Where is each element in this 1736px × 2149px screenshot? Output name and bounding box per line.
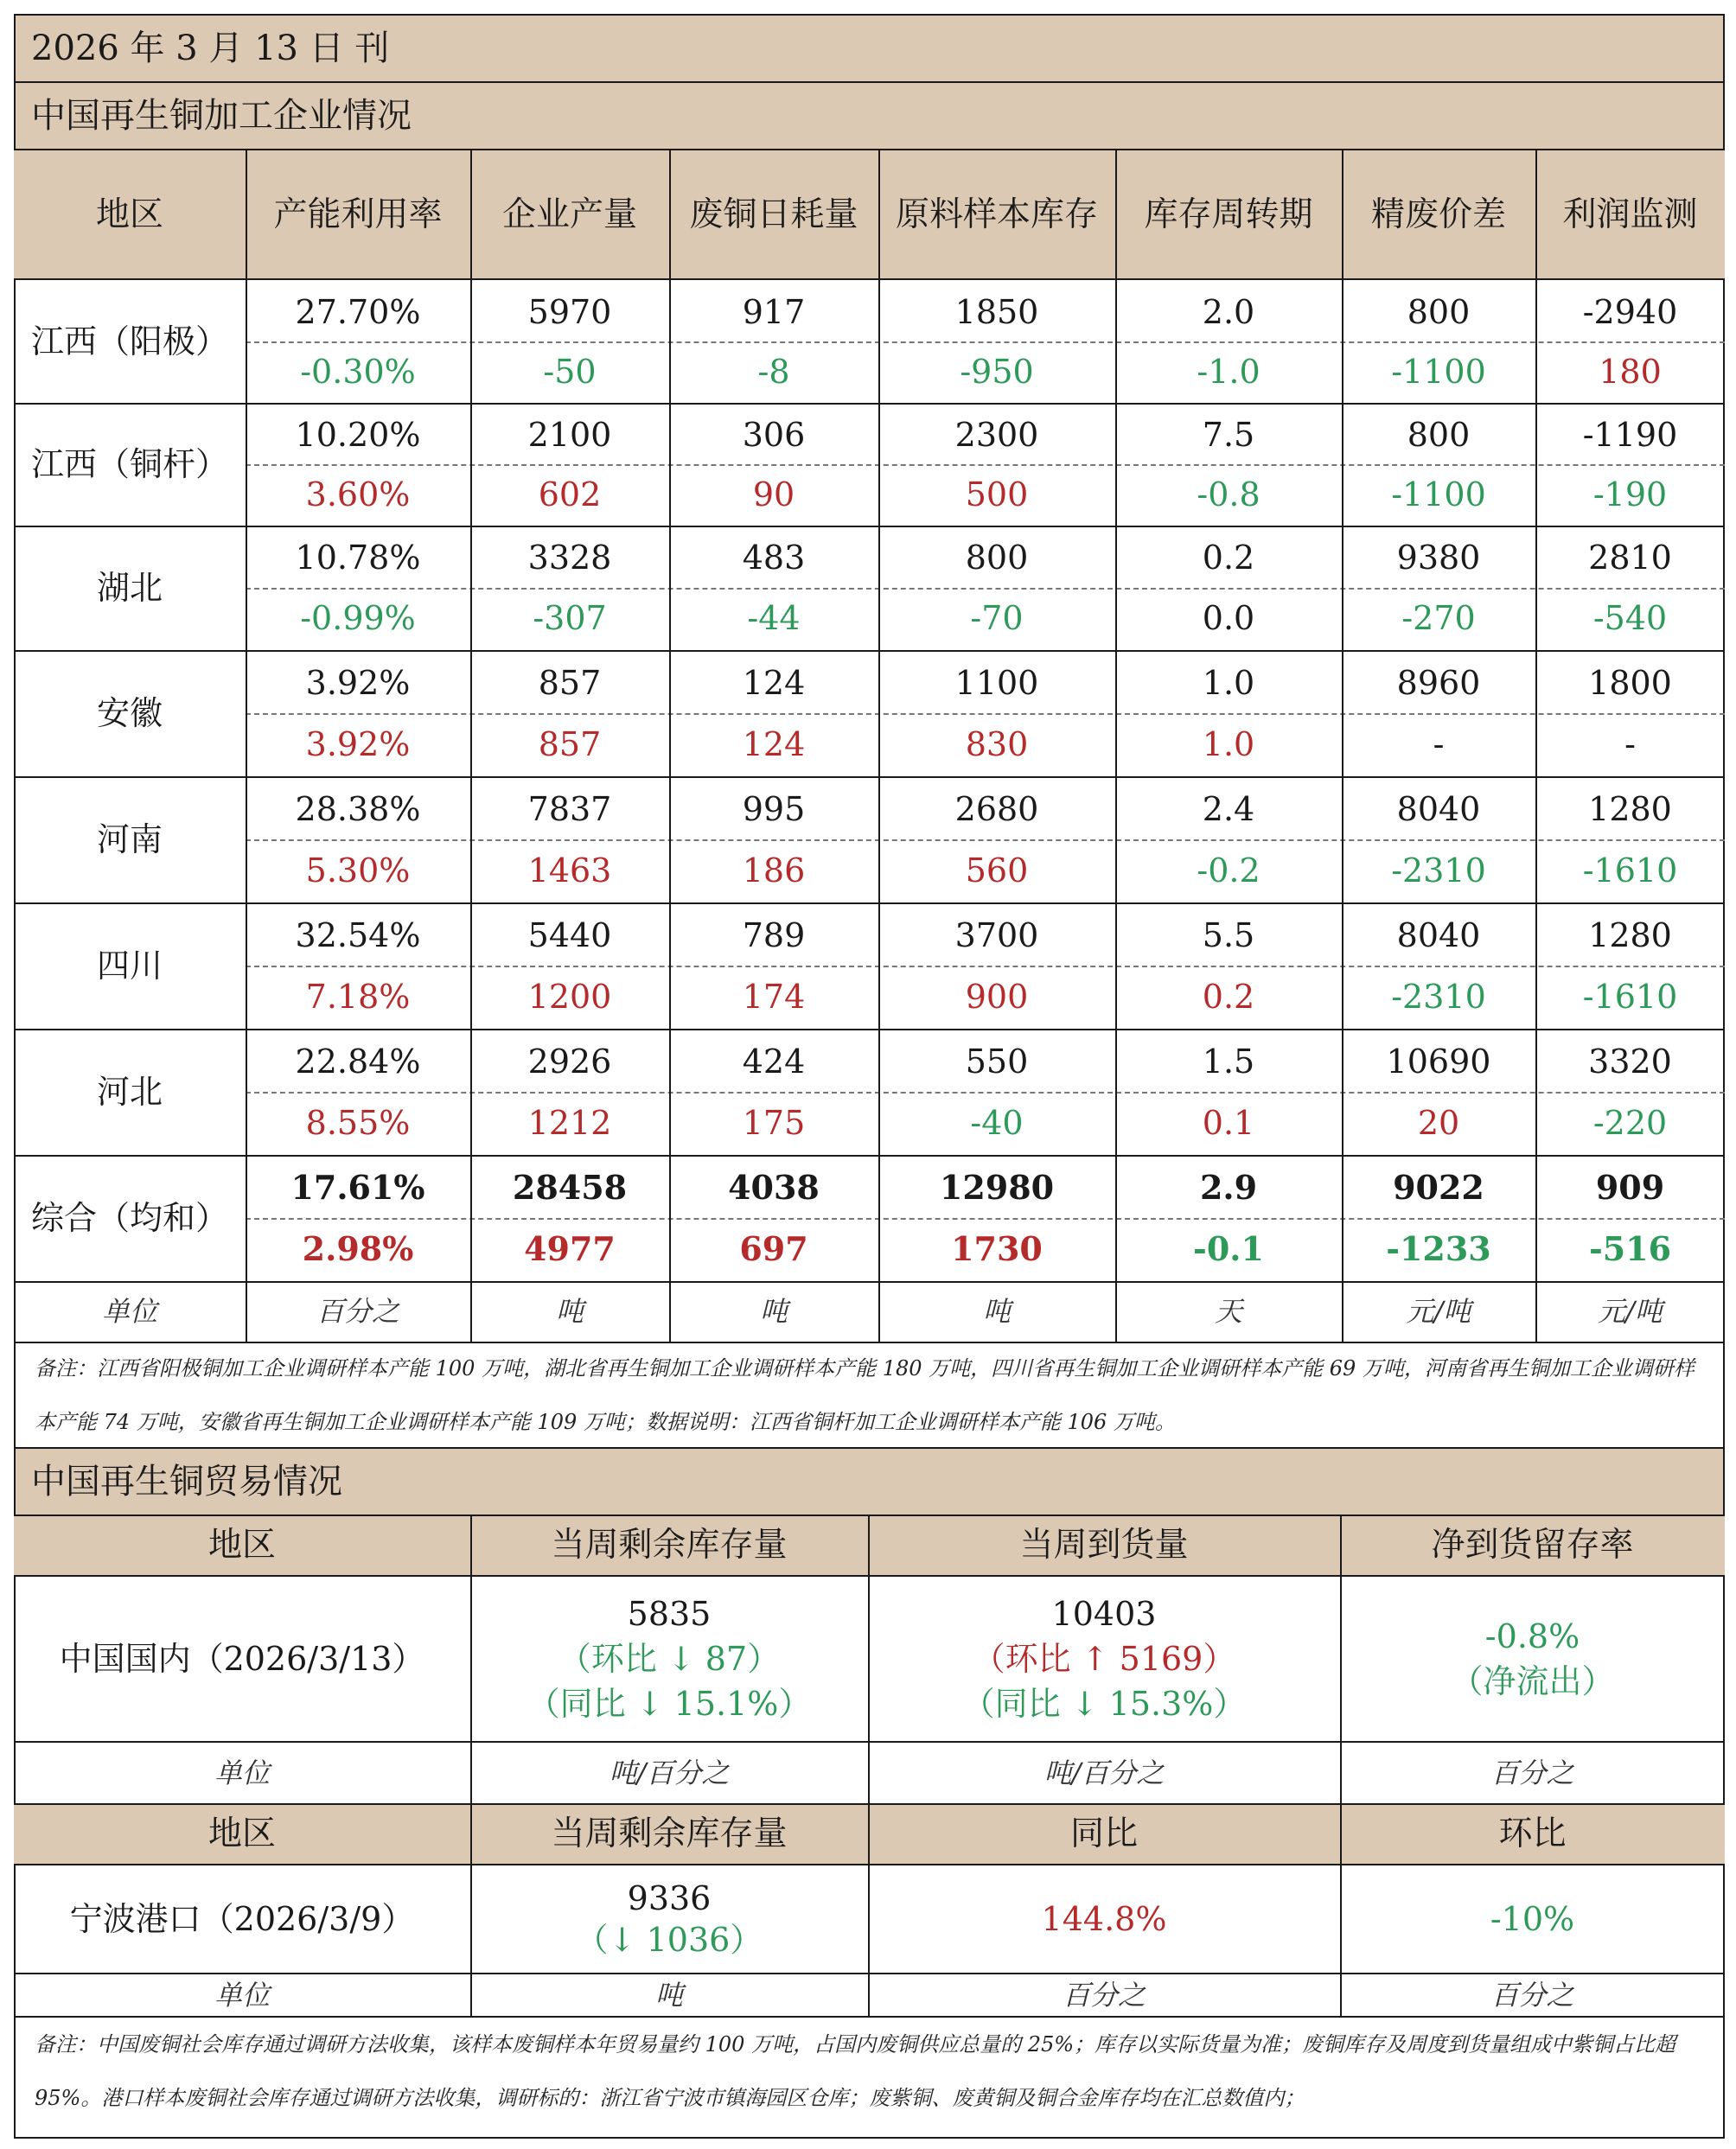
report-sheet xyxy=(14,14,1725,2139)
grid-vline xyxy=(470,150,472,1342)
region-label: 安徽 xyxy=(96,694,163,732)
value-cell: 7.5 xyxy=(1202,415,1255,454)
section2-title: 中国再生铜贸易情况 xyxy=(31,1462,342,1502)
value-cell: 800 xyxy=(965,539,1029,577)
value-cell: 1.5 xyxy=(1202,1042,1255,1081)
trade-header-2: 当周到货量 xyxy=(868,1516,1340,1575)
date-label: 2026 年 3 月 13 日 刊 xyxy=(31,29,390,68)
change-cell: 175 xyxy=(742,1103,806,1142)
header-7: 利润监测 xyxy=(1535,150,1725,280)
arrival-value: 10403 xyxy=(1051,1595,1157,1633)
unit-cell: 吨 xyxy=(555,1295,584,1328)
grid-hline xyxy=(14,81,1725,83)
value-cell: -2940 xyxy=(1582,292,1678,331)
value-cell: 2300 xyxy=(954,415,1039,454)
value-cell: 8040 xyxy=(1396,915,1481,954)
value-cell: 2810 xyxy=(1588,539,1672,577)
change-cell: 0.2 xyxy=(1202,977,1255,1016)
change-cell: -1.0 xyxy=(1197,352,1261,391)
value-cell: 124 xyxy=(742,663,806,702)
grid-vline xyxy=(1340,1516,1342,2016)
change-cell: -540 xyxy=(1592,599,1668,637)
change-cell: -220 xyxy=(1592,1103,1668,1142)
value-cell: 5.5 xyxy=(1202,915,1255,954)
change-cell: 7.18% xyxy=(305,977,411,1016)
value-cell: 789 xyxy=(742,915,806,954)
value-cell: 909 xyxy=(1595,1167,1665,1207)
change-cell: 0.0 xyxy=(1202,599,1255,637)
ningbo-mom: -10% xyxy=(1490,1900,1575,1938)
value-cell: 2.4 xyxy=(1202,789,1255,828)
change-cell: -8 xyxy=(757,352,790,391)
change-cell: 697 xyxy=(739,1228,808,1268)
change-cell: 124 xyxy=(742,724,806,763)
header-4: 原料样本库存 xyxy=(878,150,1115,280)
change-cell: 1.0 xyxy=(1202,724,1255,763)
section1-note: 备注：江西省阳极铜加工企业调研样本产能 100 万吨，湖北省再生铜加工企业调研样本产能 180 万吨，四川省再生铜加工企业调研样本产能 69 万吨，河南省再生铜加工企业调研样本产能 74 万吨，安徽省再生铜加工企业调研样本产能 109 万吨；数据说明：江西省铜杆加工企业调研样本产能 106 万吨。 xyxy=(35,1356,1695,1434)
change-cell: - xyxy=(1433,724,1445,763)
change-cell: 90 xyxy=(752,475,795,513)
change-cell: -70 xyxy=(970,599,1024,637)
row-dash-separator xyxy=(246,839,1725,841)
grid-hline xyxy=(14,1342,1725,1343)
ningbo-yoy: 144.8% xyxy=(1041,1900,1167,1938)
grid-vline xyxy=(246,150,247,1342)
value-cell: 17.61% xyxy=(290,1167,425,1207)
value-cell: 28458 xyxy=(512,1167,628,1207)
change-cell: 830 xyxy=(965,724,1029,763)
grid-hline xyxy=(14,149,1725,150)
change-cell: -950 xyxy=(960,352,1034,391)
value-cell: 424 xyxy=(742,1042,806,1081)
header-6: 精废价差 xyxy=(1342,150,1535,280)
port-header-1: 当周剩余库存量 xyxy=(470,1805,868,1864)
row-line xyxy=(14,526,1725,527)
value-cell: 2926 xyxy=(527,1042,612,1081)
change-cell: -0.8 xyxy=(1197,475,1261,513)
domestic-retention xyxy=(1340,1577,1725,1741)
row-line xyxy=(14,650,1725,652)
port-header-2: 同比 xyxy=(868,1805,1340,1864)
value-cell: 1850 xyxy=(954,292,1039,331)
change-cell: -2310 xyxy=(1391,977,1486,1016)
header-2: 企业产量 xyxy=(470,150,669,280)
change-cell: -0.30% xyxy=(300,352,416,391)
section2-note: 备注：中国废铜社会库存通过调研方法收集，该样本废铜样本年贸易量约 100 万吨，占国内废铜供应总量的 25%；库存以实际货量为准；废铜库存及周度到货量组成中紫铜占比超 95%。港口样本废铜社会库存通过调研方法收集，调研标的：浙江省宁波市镇海园区仓库；废紫铜、废黄铜及铜合金库存均在汇总数值内； xyxy=(35,2032,1676,2110)
change-cell: -0.99% xyxy=(300,599,416,637)
grid-hline xyxy=(14,2016,1725,2018)
value-cell: 12980 xyxy=(939,1167,1055,1207)
change-cell: -1610 xyxy=(1582,851,1678,890)
unit-cell: 元/吨 xyxy=(1406,1295,1471,1328)
value-cell: 9022 xyxy=(1393,1167,1484,1207)
arrival-mom: （环比 ↑ 5169） xyxy=(972,1640,1236,1678)
value-cell: 2.9 xyxy=(1199,1167,1258,1207)
value-cell: 3320 xyxy=(1588,1042,1672,1081)
value-cell: 917 xyxy=(742,292,806,331)
ningbo-region: 宁波港口（2026/3/9） xyxy=(69,1900,415,1938)
grid-vline xyxy=(669,150,671,1342)
change-cell: 8.55% xyxy=(305,1103,411,1142)
value-cell: 995 xyxy=(742,789,806,828)
change-cell: 5.30% xyxy=(305,851,411,890)
arrival-yoy: （同比 ↓ 15.3%） xyxy=(961,1685,1247,1723)
change-cell: 174 xyxy=(742,977,806,1016)
header-0: 地区 xyxy=(14,150,246,280)
grid-hline xyxy=(14,278,1725,280)
grid-vline xyxy=(1342,150,1343,1342)
unit-cell: 元/吨 xyxy=(1598,1295,1663,1328)
change-cell: 857 xyxy=(538,724,602,763)
change-cell: -0.1 xyxy=(1193,1228,1264,1268)
change-cell: -2310 xyxy=(1391,851,1486,890)
value-cell: 22.84% xyxy=(295,1042,421,1081)
header-1: 产能利用率 xyxy=(246,150,470,280)
value-cell: 10690 xyxy=(1386,1042,1491,1081)
change-cell: 3.60% xyxy=(305,475,411,513)
change-cell: 900 xyxy=(965,977,1029,1016)
row-line xyxy=(14,403,1725,405)
header-5: 库存周转期 xyxy=(1115,150,1342,280)
ningbo-stock xyxy=(470,1865,868,1973)
row-line xyxy=(14,776,1725,778)
row-dash-separator xyxy=(246,341,1725,343)
value-cell: 1100 xyxy=(954,663,1039,702)
value-cell: 28.38% xyxy=(295,789,421,828)
value-cell: 800 xyxy=(1407,415,1471,454)
change-cell: -1610 xyxy=(1582,977,1678,1016)
stock-value: 5835 xyxy=(627,1595,712,1633)
row-dash-separator xyxy=(246,464,1725,466)
value-cell: 306 xyxy=(742,415,806,454)
value-cell: 7837 xyxy=(527,789,612,828)
value-cell: 8040 xyxy=(1396,789,1481,828)
value-cell: 2.0 xyxy=(1202,292,1255,331)
port-unit-cell: 吨 xyxy=(654,1979,683,2012)
change-cell: -1233 xyxy=(1386,1228,1491,1268)
grid-vline xyxy=(878,150,880,1342)
trade-header-3: 净到货留存率 xyxy=(1340,1516,1725,1575)
change-cell: -50 xyxy=(543,352,597,391)
change-cell: 1730 xyxy=(951,1228,1043,1268)
region-label: 湖北 xyxy=(96,569,163,607)
port-unit-cell: 百分之 xyxy=(1062,1979,1146,2012)
change-cell: 4977 xyxy=(524,1228,616,1268)
port-header-3: 环比 xyxy=(1340,1805,1725,1864)
change-cell: -190 xyxy=(1592,475,1668,513)
value-cell: 5440 xyxy=(527,915,612,954)
row-dash-separator xyxy=(246,966,1725,967)
trade-header-1: 当周剩余库存量 xyxy=(470,1516,868,1575)
row-line xyxy=(14,1029,1725,1030)
value-cell: 3.92% xyxy=(305,663,411,702)
trade-header-0: 地区 xyxy=(14,1516,470,1575)
port-unit-cell: 百分之 xyxy=(1490,1979,1574,2012)
row-line xyxy=(14,1155,1725,1157)
change-cell: 602 xyxy=(538,475,602,513)
row-line xyxy=(14,902,1725,904)
domestic-region: 中国国内（2026/3/13） xyxy=(59,1640,425,1678)
row-dash-separator xyxy=(246,588,1725,590)
change-cell: -1100 xyxy=(1391,475,1486,513)
grid-vline xyxy=(1535,150,1537,1342)
change-cell: - xyxy=(1624,724,1636,763)
unit-cell: 单位 xyxy=(101,1295,157,1328)
value-cell: 10.20% xyxy=(295,415,421,454)
value-cell: -1190 xyxy=(1582,415,1678,454)
row-dash-separator xyxy=(246,1218,1725,1220)
unit-cell: 吨 xyxy=(982,1295,1011,1328)
value-cell: 3700 xyxy=(954,915,1039,954)
domestic-arrival xyxy=(868,1577,1340,1741)
value-cell: 2100 xyxy=(527,415,612,454)
stock-yoy: （同比 ↓ 15.1%） xyxy=(527,1685,812,1723)
region-label: 江西（阳极） xyxy=(30,322,228,360)
value-cell: 32.54% xyxy=(295,915,421,954)
unit-cell: 天 xyxy=(1214,1295,1242,1328)
value-cell: 10.78% xyxy=(295,539,421,577)
change-cell: -40 xyxy=(970,1103,1024,1142)
change-cell: -1100 xyxy=(1391,352,1486,391)
unit-cell: 吨 xyxy=(759,1295,788,1328)
trade-unit-cell: 吨/百分之 xyxy=(609,1757,730,1789)
change-cell: -0.2 xyxy=(1197,851,1261,890)
port-header-0: 地区 xyxy=(14,1805,470,1864)
value-cell: 1800 xyxy=(1588,663,1672,702)
stock-change: （↓ 1036） xyxy=(575,1921,763,1959)
port-unit-cell: 单位 xyxy=(214,1979,270,2012)
change-cell: 0.1 xyxy=(1202,1103,1255,1142)
change-cell: 2.98% xyxy=(302,1228,414,1268)
value-cell: 1280 xyxy=(1588,915,1672,954)
value-cell: 1.0 xyxy=(1202,663,1255,702)
value-cell: 3328 xyxy=(527,539,612,577)
change-cell: 180 xyxy=(1599,352,1662,391)
row-dash-separator xyxy=(246,1092,1725,1094)
region-label: 综合（均和） xyxy=(30,1199,228,1237)
change-cell: 500 xyxy=(965,475,1029,513)
value-cell: 4038 xyxy=(728,1167,820,1207)
change-cell: -44 xyxy=(747,599,801,637)
grid-vline xyxy=(868,1516,870,2016)
value-cell: 0.2 xyxy=(1202,539,1255,577)
stock-value: 9336 xyxy=(627,1879,712,1917)
value-cell: 483 xyxy=(742,539,806,577)
grid-vline xyxy=(1115,150,1117,1342)
change-cell: -270 xyxy=(1401,599,1476,637)
grid-vline xyxy=(470,1516,472,2016)
stock-mom: （环比 ↓ 87） xyxy=(558,1640,781,1678)
value-cell: 5970 xyxy=(527,292,612,331)
region-label: 河北 xyxy=(96,1073,163,1111)
change-cell: -516 xyxy=(1588,1228,1672,1268)
change-cell: -307 xyxy=(533,599,607,637)
value-cell: 8960 xyxy=(1396,663,1481,702)
change-cell: 1200 xyxy=(527,977,612,1016)
value-cell: 2680 xyxy=(954,789,1039,828)
trade-unit-cell: 单位 xyxy=(214,1757,270,1789)
change-cell: 1463 xyxy=(527,851,612,890)
value-cell: 800 xyxy=(1407,292,1471,331)
section1-title: 中国再生铜加工企业情况 xyxy=(31,96,412,136)
value-cell: 550 xyxy=(965,1042,1029,1081)
change-cell: 1212 xyxy=(527,1103,612,1142)
grid-hline xyxy=(14,1447,1725,1449)
retention-value: -0.8% xyxy=(1484,1617,1580,1655)
change-cell: 3.92% xyxy=(305,724,411,763)
region-label: 河南 xyxy=(96,820,163,858)
unit-cell: 百分之 xyxy=(316,1295,399,1328)
region-label: 江西（铜杆） xyxy=(30,445,228,483)
value-cell: 1280 xyxy=(1588,789,1672,828)
domestic-stock xyxy=(470,1577,868,1741)
trade-unit-cell: 吨/百分之 xyxy=(1044,1757,1165,1789)
change-cell: 186 xyxy=(742,851,806,890)
change-cell: 20 xyxy=(1417,1103,1460,1142)
retention-label: （净流出） xyxy=(1450,1662,1615,1700)
region-label: 四川 xyxy=(96,947,163,985)
value-cell: 9380 xyxy=(1396,539,1481,577)
change-cell: 560 xyxy=(965,851,1029,890)
trade-unit-cell: 百分之 xyxy=(1490,1757,1574,1789)
value-cell: 27.70% xyxy=(295,292,421,331)
row-dash-separator xyxy=(246,713,1725,715)
value-cell: 857 xyxy=(538,663,602,702)
header-3: 废铜日耗量 xyxy=(669,150,878,280)
